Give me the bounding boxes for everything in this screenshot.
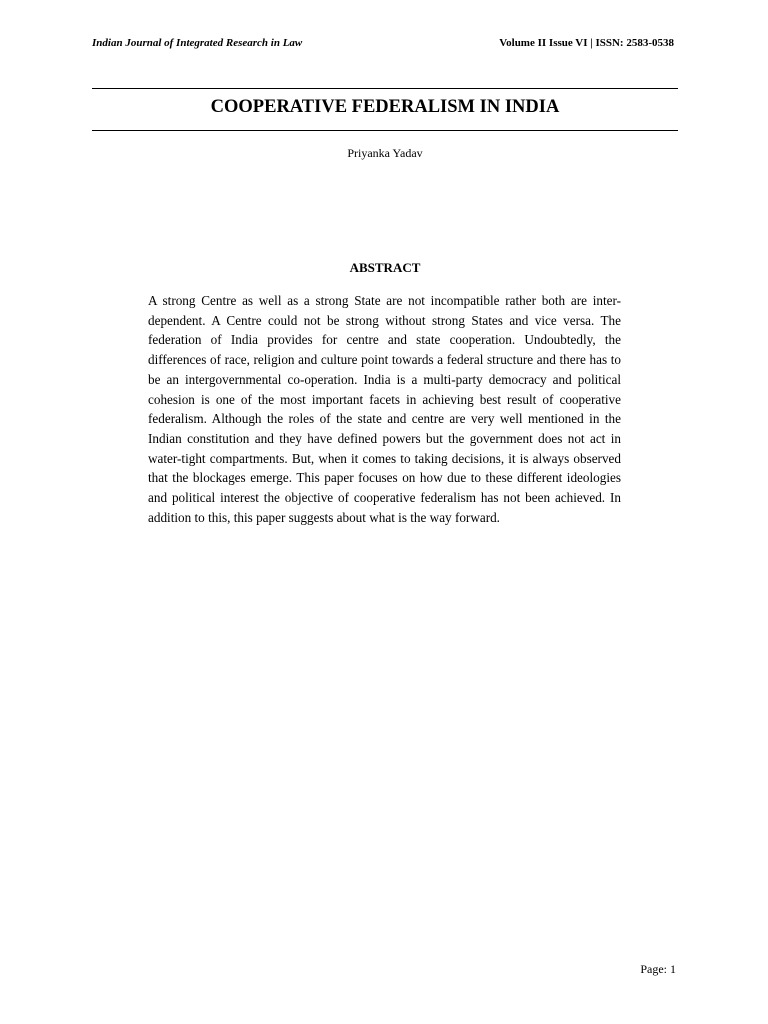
title-top-rule bbox=[92, 88, 678, 89]
volume-info: Volume II Issue VI | ISSN: 2583-0538 bbox=[499, 37, 674, 49]
article-title: COOPERATIVE FEDERALISM IN INDIA bbox=[210, 97, 560, 117]
journal-name: Indian Journal of Integrated Research in Law bbox=[92, 37, 303, 49]
abstract-heading: ABSTRACT bbox=[349, 260, 421, 275]
page-number: Page: 1 bbox=[640, 962, 676, 976]
abstract-text: A strong Centre as well as a strong State are not incompatible rather both are inter-dependent. A Centre could not be strong without strong States and vice versa. The federation of India provides for centre and state cooperation. Undoubtedly, the differences of race, religion and culture point towards a federal structure and there has to be an intergovernmental co-operation. India is a multi-party democracy and political cohesion is one of the most important facets in achieving best result of cooperative federalism. Although the roles of the state and centre are very well mentioned in the Indian constitution and they have defined powers but the government does not act in water-tight compartments. But, when it comes to taking decisions, it is always observed that the blockages emerge. This paper focuses on how due to these different ideologies and political interest the objective of cooperative federalism has not been achieved. In addition to this, this paper suggests about what is the way forward. bbox=[148, 293, 621, 525]
author-name: Priyanka Yadav bbox=[347, 146, 423, 160]
title-bottom-rule bbox=[92, 130, 678, 131]
